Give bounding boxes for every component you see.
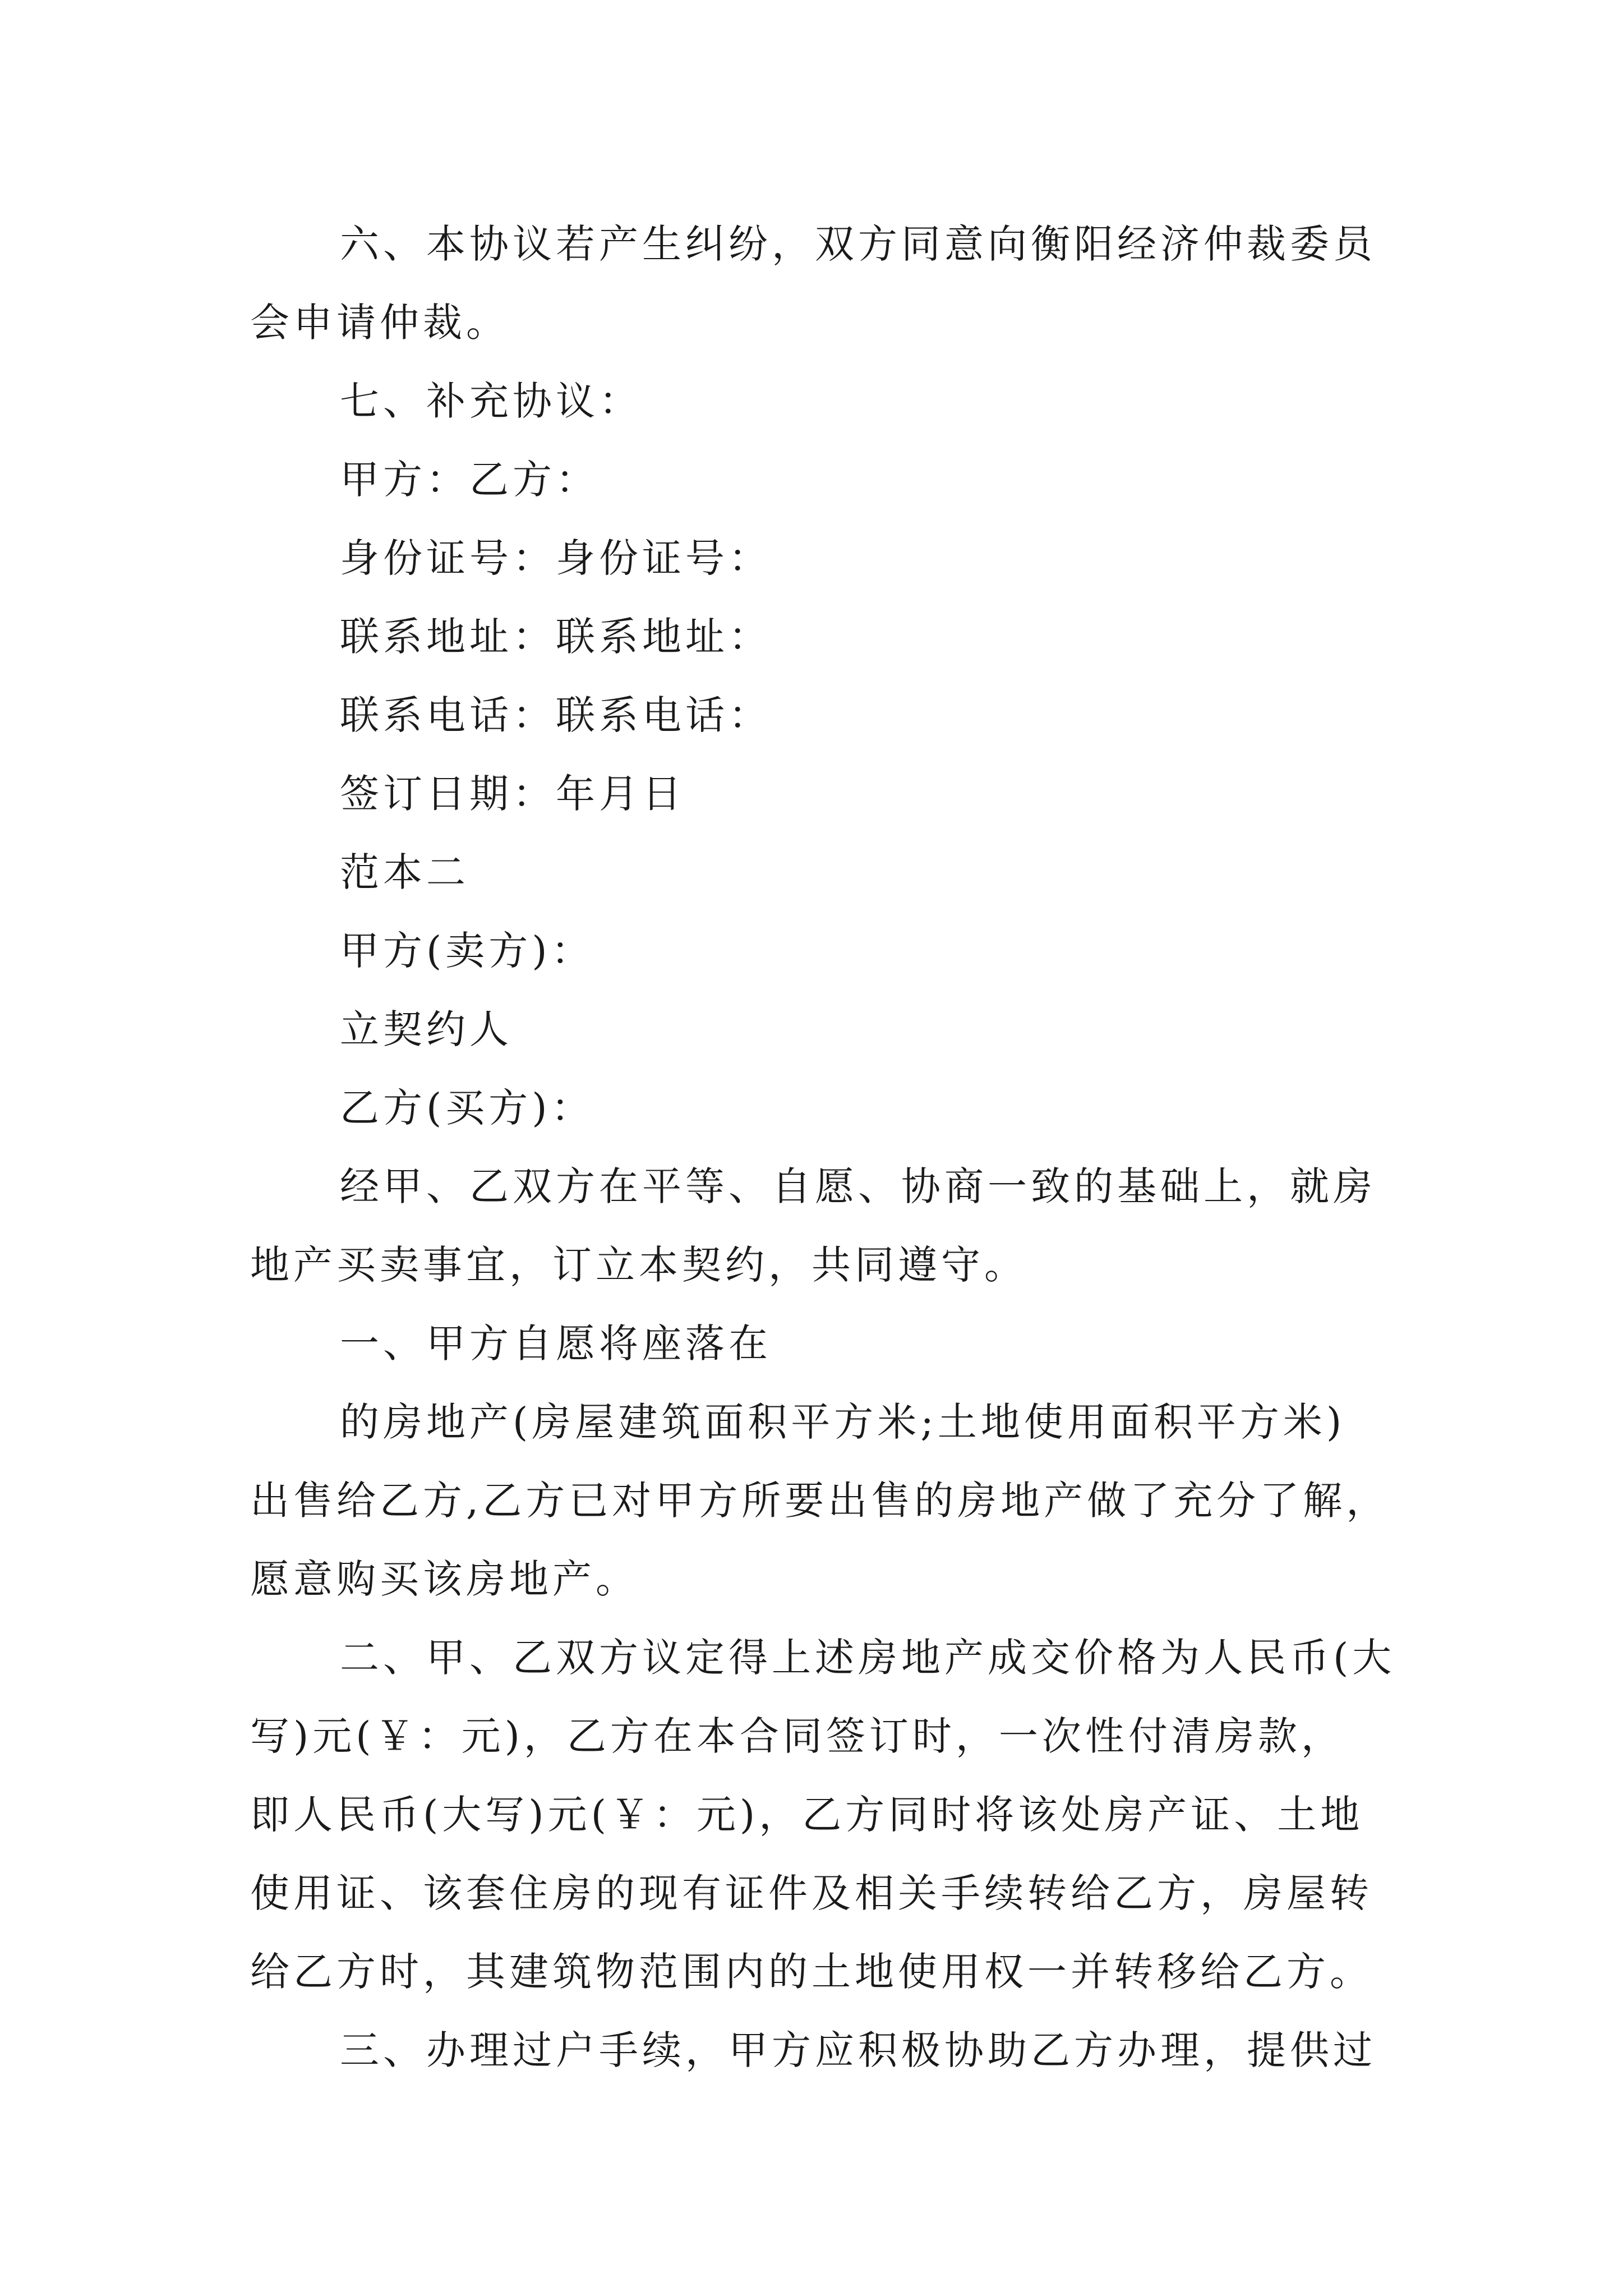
- clause-2-line-4: 使用证、该套住房的现有证件及相关手续转给乙方，房屋转: [250, 1870, 1373, 1916]
- clause-2-line-1: 二、甲、乙双方议定得上述房地产成交价格为人民币(大: [340, 1635, 1396, 1681]
- clause-2-line-3: 即人民币(大写)元(￥：元)，乙方同时将该处房产证、土地: [250, 1792, 1364, 1838]
- party-a-seller-line: 甲方(卖方)：: [340, 928, 594, 974]
- paragraph-6-line-1: 六、本协议若产生纠纷，双方同意向衡阳经济仲裁委员: [340, 221, 1376, 267]
- preamble-line-2: 地产买卖事宜，订立本契约，共同遵守。: [250, 1242, 1027, 1288]
- clause-3-line-1: 三、办理过户手续，甲方应积极协助乙方办理，提供过: [340, 2027, 1376, 2073]
- clause-2-line-2: 写)元(￥：元)，乙方在本合同签订时，一次性付清房款，: [250, 1713, 1344, 1759]
- id-number-line: 身份证号：身份证号：: [340, 535, 772, 581]
- signing-date-line: 签订日期：年月日: [340, 771, 685, 817]
- clause-1-line-4: 愿意购买该房地产。: [250, 1556, 639, 1602]
- contact-address-line: 联系地址：联系地址：: [340, 614, 772, 660]
- clause-1-line-1: 一、甲方自愿将座落在: [340, 1320, 772, 1366]
- contract-party-line: 立契约人: [340, 1006, 513, 1052]
- party-b-buyer-line: 乙方(买方)：: [340, 1085, 594, 1131]
- preamble-line-1: 经甲、乙双方在平等、自愿、协商一致的基础上，就房: [340, 1163, 1376, 1209]
- party-names-line: 甲方：乙方：: [340, 457, 599, 503]
- clause-2-line-5: 给乙方时，其建筑物范围内的土地使用权一并转移给乙方。: [250, 1949, 1373, 1995]
- clause-1-line-3: 出售给乙方,乙方已对甲方所要出售的房地产做了充分了解，: [250, 1478, 1390, 1524]
- paragraph-6-line-2: 会申请仲裁。: [250, 300, 509, 346]
- contact-phone-line: 联系电话：联系电话：: [340, 692, 772, 738]
- paragraph-7-heading: 七、补充协议：: [340, 378, 642, 424]
- clause-1-line-2: 的房地产(房屋建筑面积平方米;土地使用面积平方米): [340, 1399, 1346, 1445]
- document-body: [250, 205, 1396, 2090]
- template-two-heading: 范本二: [340, 849, 469, 895]
